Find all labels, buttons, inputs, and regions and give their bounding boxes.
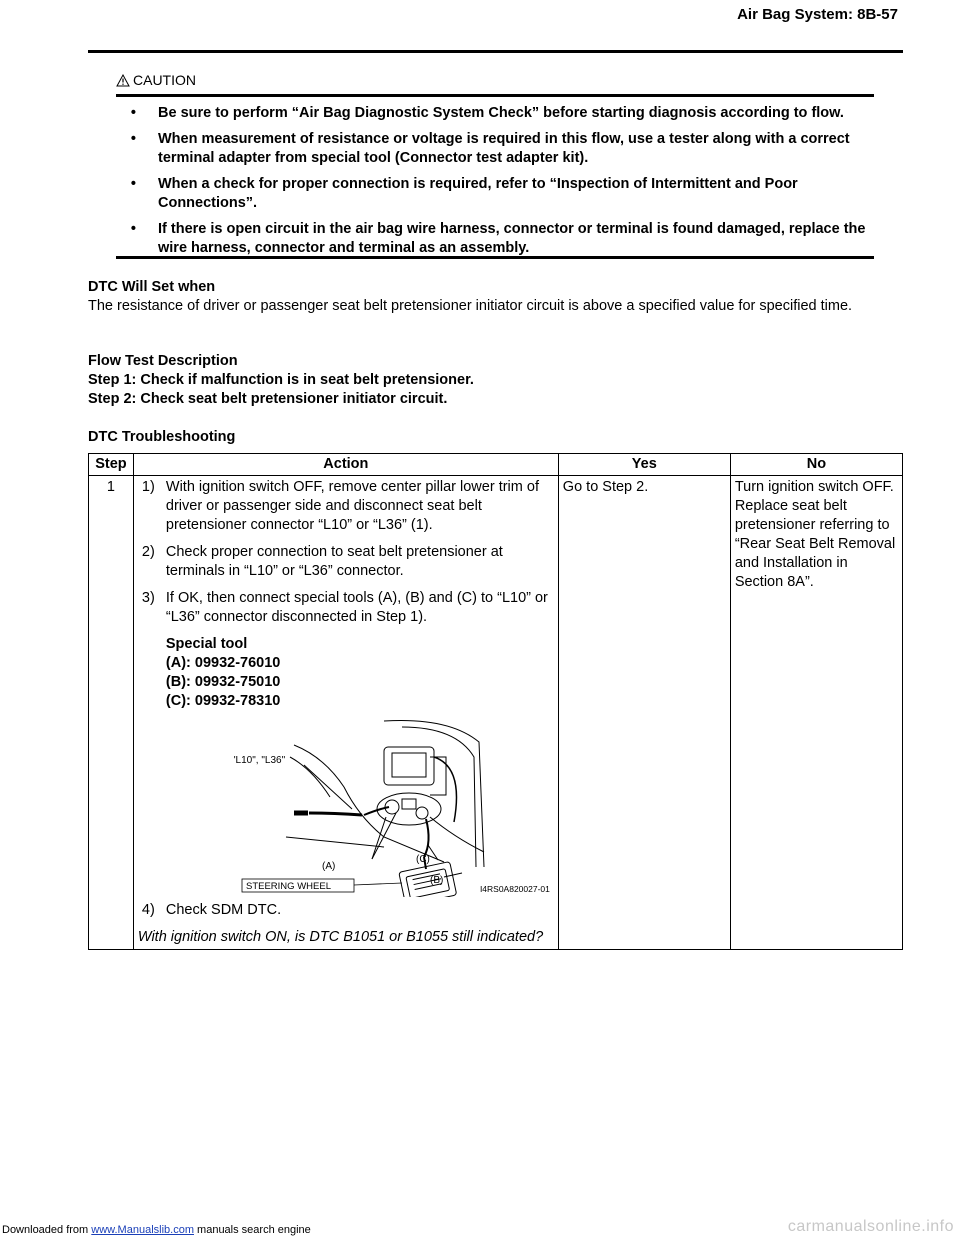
dtc-set-text: The resistance of driver or passenger seat belt pretensioner initiator circuit is above a specified value for specified time.: [88, 298, 853, 314]
tool-b: (B): 09932-75010: [165, 674, 281, 690]
label-b: (B): [429, 875, 444, 886]
action-question: With ignition switch ON, is DTC B1051 or B1055 still indicated?: [137, 929, 544, 945]
col-yes-header: Yes: [558, 454, 730, 476]
action-cell: [133, 476, 558, 950]
label-c: (C): [415, 854, 430, 865]
caution-list: [116, 104, 874, 265]
caution-rule-top: [116, 94, 874, 97]
yes-cell: Go to Step 2.: [558, 476, 730, 950]
watermark-logo: carmanualsonline.info: [787, 1218, 954, 1235]
no-cell: Turn ignition switch OFF. Replace seat belt pretensioner referring to “Rear Seat Belt Removal and Installation in Section 8A”.: [730, 476, 902, 950]
caution-heading: [116, 72, 196, 88]
action-step: 2) Check proper connection to seat belt pretensioner at terminals in “L10” or “L36” connector.: [141, 544, 503, 579]
step-number: 1: [89, 476, 134, 950]
download-footer: Downloaded from www.Manualslib.com manuals search engine: [2, 1224, 311, 1236]
action-steps-continued: [138, 901, 554, 920]
dtc-troubleshooting-table: [88, 453, 903, 950]
special-tool-label: Special tool: [165, 636, 248, 652]
action-step: 3) If OK, then connect special tools (A), (B) and (C) to “L10” or “L36” connector disconnected in Step 1).: [141, 590, 548, 625]
flow-test-section: [88, 352, 888, 409]
page-header-title: Air Bag System: 8B-57: [737, 6, 898, 23]
caution-item: • Be sure to perform “Air Bag Diagnostic System Check” before starting diagnosis according to flow.: [130, 105, 844, 121]
steering-wheel-label: STEERING WHEEL: [245, 881, 331, 892]
flow-test-heading: Flow Test Description: [88, 353, 238, 369]
caution-rule-bottom: [116, 256, 874, 259]
dtc-set-section: [88, 278, 888, 316]
caution-item: • When measurement of resistance or voltage is required in this flow, use a tester along with a correct terminal adapter from special tool (Connector test adapter kit).: [130, 131, 850, 166]
table-header-row: [89, 454, 903, 476]
tool-c: (C): 09932-78310: [165, 693, 281, 709]
dtc-set-heading: DTC Will Set when: [88, 279, 216, 295]
flow-test-step2: Step 2: Check seat belt pretensioner initiator circuit.: [88, 391, 448, 407]
warning-triangle-icon: [116, 74, 130, 87]
flow-test-step1: Step 1: Check if malfunction is in seat belt pretensioner.: [88, 372, 474, 388]
figure-code: I4RS0A820027-01: [479, 884, 550, 894]
caution-item: • If there is open circuit in the air bag wire harness, connector or terminal is found damaged, replace the wire harness, connector and terminal as an assembly.: [130, 221, 866, 256]
manualslib-link[interactable]: www.Manualslib.com: [91, 1224, 194, 1236]
col-no-header: No: [730, 454, 902, 476]
troubleshooting-heading: DTC Troubleshooting: [88, 429, 236, 445]
label-a: (A): [321, 861, 336, 872]
special-tools: [166, 635, 554, 711]
col-action-header: Action: [133, 454, 558, 476]
caution-label: CAUTION: [133, 72, 196, 88]
action-step: 1) With ignition switch OFF, remove center pillar lower trim of driver or passenger side and disconnect seat belt pretensioner connector “L10” or “L36” (1).: [141, 479, 539, 533]
connection-diagram: [234, 717, 550, 897]
caution-item: • When a check for proper connection is required, refer to “Inspection of Intermittent and Poor Connections”.: [130, 176, 798, 211]
action-step: 4) Check SDM DTC.: [141, 902, 282, 918]
action-steps: [138, 478, 554, 627]
connection-illustration: [234, 717, 550, 897]
col-step-header: Step: [89, 454, 134, 476]
header-rule: [88, 50, 903, 53]
table-row: [89, 476, 903, 950]
tool-a: (A): 09932-76010: [165, 655, 281, 671]
connector-label: "L10", "L36": [233, 755, 286, 766]
